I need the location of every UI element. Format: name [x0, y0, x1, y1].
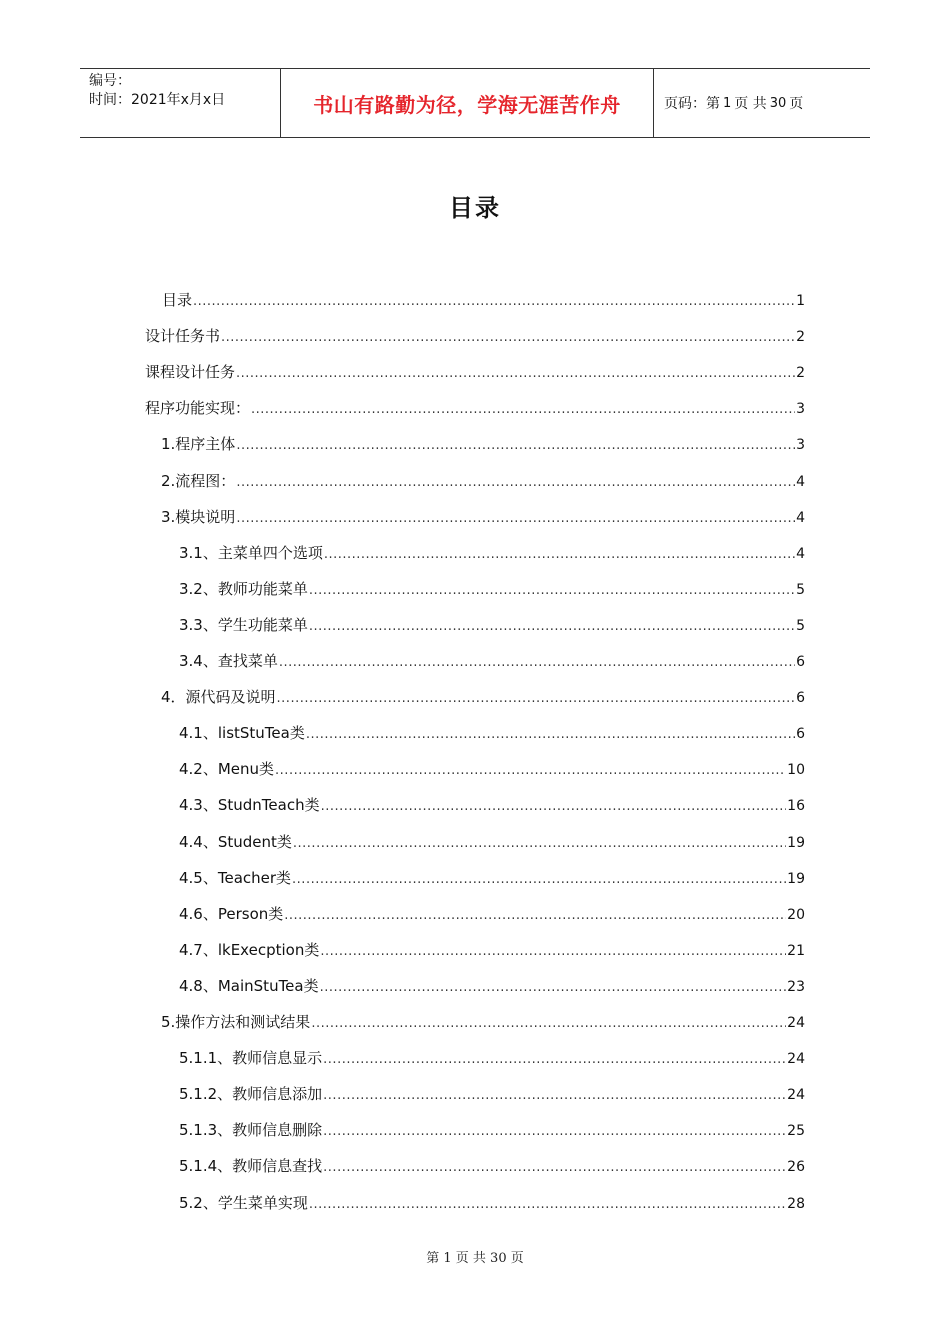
- toc-entry-label: 5.1.1、教师信息显示: [179, 1049, 323, 1068]
- toc-leader-dots: [324, 545, 795, 565]
- page-total: 30: [769, 95, 787, 111]
- toc-title: 目录: [449, 194, 501, 222]
- toc-entry[interactable]: [161, 1012, 805, 1034]
- toc-leader-dots: [292, 870, 786, 890]
- toc-entry[interactable]: [179, 976, 805, 998]
- toc-leader-dots: [236, 509, 795, 529]
- toc-entry[interactable]: [179, 759, 805, 781]
- toc-entry-page: 23: [787, 978, 805, 995]
- toc-entry-page: 28: [787, 1195, 805, 1212]
- toc-entry-page: 3: [796, 401, 805, 418]
- toc-leader-dots: [323, 1086, 786, 1106]
- toc-entry-label: 4.6、Person类: [179, 904, 284, 923]
- toc-leader-dots: [306, 725, 795, 745]
- toc-entry-label: 4.3、StudnTeach类: [179, 796, 320, 815]
- toc-entry-page: 24: [787, 1051, 805, 1068]
- toc-entry[interactable]: [179, 832, 805, 854]
- toc-entry-page: 20: [787, 906, 805, 923]
- toc-entry-label: 3.4、查找菜单: [179, 652, 278, 670]
- toc-leader-dots: [309, 1195, 786, 1215]
- toc-entry-page: 25: [787, 1123, 805, 1140]
- toc-entry[interactable]: [179, 615, 805, 637]
- toc-entry-label: 3.模块说明: [161, 507, 236, 526]
- toc-entry[interactable]: [179, 1120, 805, 1142]
- toc-entry-page: 21: [787, 942, 805, 959]
- toc-leader-dots: [311, 1014, 786, 1034]
- toc-entry[interactable]: [179, 940, 805, 962]
- toc-entry[interactable]: [179, 1193, 805, 1215]
- page-footer: 第 1 页 共 30 页: [426, 1251, 524, 1266]
- serial-label: 编号：: [89, 73, 131, 89]
- toc-entry[interactable]: [161, 507, 805, 529]
- toc-leader-dots: [293, 834, 786, 854]
- toc-entry[interactable]: [145, 326, 805, 348]
- page-header: [80, 68, 870, 138]
- toc-entry-label: 3.2、教师功能菜单: [179, 579, 308, 598]
- toc-entry[interactable]: [179, 1156, 805, 1178]
- toc-entry[interactable]: [179, 1084, 805, 1106]
- toc-leader-dots: [221, 328, 795, 348]
- toc-entry-page: 26: [787, 1159, 805, 1176]
- toc-entry[interactable]: [179, 723, 805, 745]
- toc-leader-dots: [323, 1122, 786, 1142]
- toc-leader-dots: [309, 617, 795, 637]
- toc-leader-dots: [275, 761, 786, 781]
- toc-entry-label: 课程设计任务: [145, 363, 236, 382]
- toc-leader-dots: [309, 581, 795, 601]
- toc-entry-page: 5: [796, 581, 805, 598]
- toc-entry[interactable]: [179, 543, 805, 565]
- page-middle: 页 共: [734, 96, 767, 112]
- toc-leader-dots: [323, 1158, 786, 1178]
- toc-entry-page: 2: [796, 329, 805, 346]
- toc-entry-label: 目录: [162, 291, 193, 309]
- toc-leader-dots: [284, 906, 786, 926]
- toc-entry-label: 5.1.3、教师信息删除: [179, 1121, 323, 1140]
- toc-entry-label: 4.4、Student类: [179, 832, 292, 851]
- toc-entry[interactable]: [161, 434, 805, 456]
- toc-entry-page: 1: [796, 293, 805, 309]
- toc-entry[interactable]: [179, 868, 805, 890]
- toc-entry-page: 19: [787, 834, 805, 851]
- page-suffix: 页: [789, 96, 804, 112]
- toc-leader-dots: [321, 797, 787, 817]
- toc-entry-page: 4: [796, 509, 805, 526]
- toc-entry-label: 3.1、主菜单四个选项: [179, 543, 323, 562]
- toc-leader-dots: [251, 400, 795, 420]
- toc-entry-page: 24: [787, 1087, 805, 1104]
- toc-entry-label: 4.8、MainStuTea类: [179, 976, 319, 995]
- toc-entry-label: 1.程序主体: [161, 435, 236, 454]
- toc-entry-label: 3.3、学生功能菜单: [179, 615, 308, 634]
- toc-leader-dots: [236, 364, 795, 384]
- header-meta: [80, 69, 281, 137]
- toc-entry-label: 4．源代码及说明: [161, 688, 276, 707]
- toc-entry-page: 6: [796, 690, 805, 707]
- toc-entry[interactable]: [179, 795, 805, 817]
- header-page-info: [654, 69, 870, 137]
- toc-entry-page: 5: [796, 617, 805, 634]
- toc-entry-label: 5.1.4、教师信息查找: [179, 1157, 323, 1176]
- toc-entry[interactable]: [179, 651, 805, 673]
- toc-leader-dots: [277, 689, 796, 709]
- toc-entry[interactable]: [145, 362, 805, 384]
- toc-entry[interactable]: [179, 579, 805, 601]
- time-label: 时间：2021年x月x日: [89, 92, 226, 108]
- page-prefix: 页码：第: [664, 96, 720, 112]
- toc-entry-label: 4.7、lkExecption类: [179, 940, 320, 959]
- toc-entry-page: 2: [796, 365, 805, 382]
- toc-entry-label: 2.流程图：: [161, 471, 236, 490]
- toc-entry-page: 16: [787, 798, 805, 815]
- toc-entry[interactable]: [145, 398, 805, 420]
- toc-entry-label: 4.2、Menu类: [179, 760, 275, 779]
- header-motto: 书山有路勤为径，学海无涯苦作舟: [281, 69, 654, 137]
- toc-entry-page: 4: [796, 473, 805, 490]
- toc-leader-dots: [323, 1050, 786, 1070]
- toc-leader-dots: [236, 473, 795, 493]
- toc-entry-label: 5.2、学生菜单实现: [179, 1193, 308, 1212]
- toc-entry-label: 程序功能实现：: [145, 399, 251, 418]
- toc-entry-page: 6: [796, 726, 805, 743]
- toc-entry-page: 19: [787, 870, 805, 887]
- toc-leader-dots: [320, 942, 786, 962]
- toc-entry[interactable]: [162, 290, 805, 312]
- page-current: 1: [723, 95, 732, 111]
- toc-entry[interactable]: [179, 904, 805, 926]
- toc-entry[interactable]: [161, 471, 805, 493]
- toc-entry[interactable]: [161, 687, 805, 709]
- toc-leader-dots: [236, 436, 795, 456]
- toc-entry-page: 3: [796, 437, 805, 454]
- toc-entry-label: 5.1.2、教师信息添加: [179, 1085, 323, 1104]
- toc-entry-label: 4.5、Teacher类: [179, 868, 292, 887]
- toc-entry-page: 24: [787, 1015, 805, 1031]
- toc-entry-label: 设计任务书: [145, 327, 221, 346]
- toc-entry-page: 4: [796, 545, 805, 562]
- toc-entry-page: 6: [796, 654, 805, 670]
- toc-leader-dots: [320, 978, 787, 998]
- toc-entry-page: 10: [787, 762, 805, 779]
- toc-entry[interactable]: [179, 1048, 805, 1070]
- toc-entry-label: 4.1、listStuTea类: [179, 724, 305, 743]
- toc-leader-dots: [193, 292, 795, 312]
- toc-entry-label: 5.操作方法和测试结果: [161, 1013, 311, 1031]
- toc-leader-dots: [279, 653, 795, 673]
